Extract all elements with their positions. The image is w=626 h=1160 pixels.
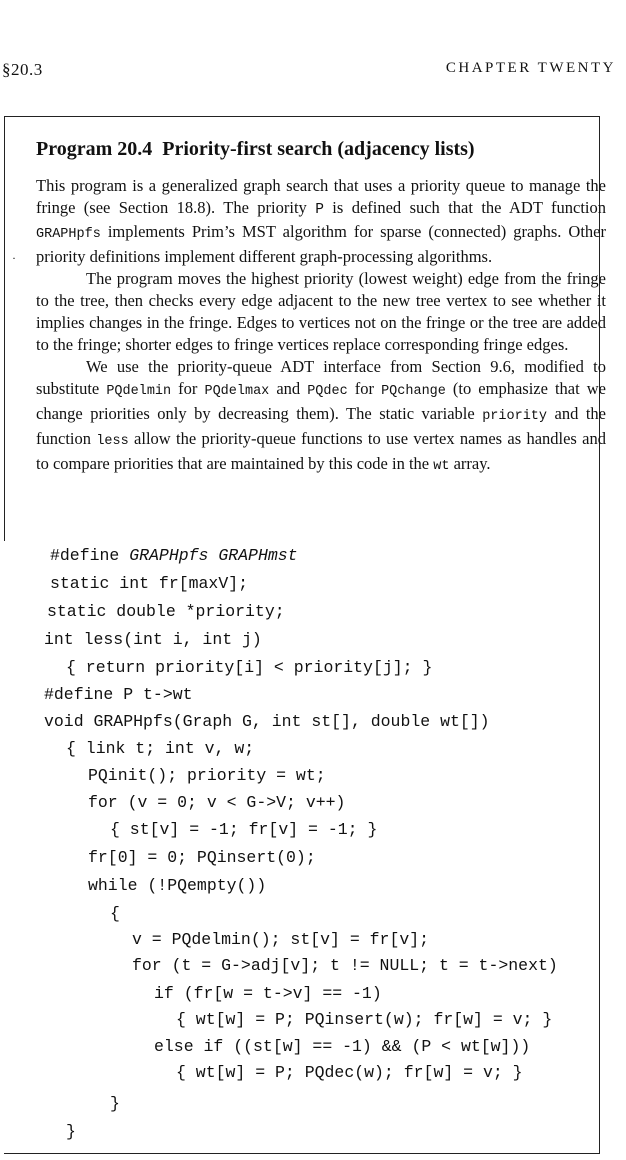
description-paragraph-3: We use the priority-queue ADT interface from Section 9.6, modified to substitute PQdelmin for PQdelmax and PQdec for PQchange (to emphasize that we change priorities only by decreasing them). The static variable priority and the function less allow the priority-queue functions to use vertex names as handles and to compare priorities that are maintained by this code in the wt array.: [36, 357, 607, 474]
code-line-13: while (!PQempty()): [88, 876, 267, 895]
code-line-20: { wt[w] = P; PQdec(w); fr[w] = v; }: [176, 1063, 523, 1082]
code-line-5: { return priority[i] < priority[j]; }: [66, 658, 433, 677]
description-paragraph-2: The program moves the highest priority (lowest weight) edge from the fringe to the tree, then checks every edge adjacent to the new tree vertex to see whether it implies changes in the fringe. Edges to vertices not on the fringe or the tree are added to the fringe; shorter edges to fringe vertices replace corresponding fringe edges.: [36, 269, 606, 354]
code-line-21: }: [110, 1094, 120, 1113]
code-line-9: PQinit(); priority = wt;: [88, 766, 326, 785]
code-line-11: { st[v] = -1; fr[v] = -1; }: [110, 820, 378, 839]
code-line-16: for (t = G->adj[v]; t != NULL; t = t->next): [132, 956, 558, 975]
code-line-18: { wt[w] = P; PQinsert(w); fr[w] = v; }: [176, 1010, 553, 1029]
running-head: [0, 60, 626, 84]
code-line-17: if (fr[w = t->v] == -1): [154, 984, 382, 1003]
code-line-12: fr[0] = 0; PQinsert(0);: [88, 848, 316, 867]
section-number: §20.3: [2, 60, 43, 79]
code-line-1: #define GRAPHpfs GRAPHmst: [50, 546, 298, 565]
program-title: Priority-first search (adjacency lists): [162, 138, 475, 160]
program-heading: [36, 138, 475, 161]
chapter-title: CHAPTER TWENTY: [445, 60, 616, 76]
code-line-2: static int fr[maxV];: [50, 574, 249, 593]
code-line-6: #define P t->wt: [44, 685, 193, 704]
margin-dot: ·: [12, 251, 16, 265]
code-line-8: { link t; int v, w;: [66, 739, 255, 758]
code-line-14: {: [110, 904, 120, 923]
code-line-4: int less(int i, int j): [44, 630, 262, 649]
code-line-3: static double *priority;: [47, 602, 285, 621]
code-line-19: else if ((st[w] == -1) && (P < wt[w])): [154, 1037, 531, 1056]
code-line-7: void GRAPHpfs(Graph G, int st[], double wt[]): [44, 712, 490, 731]
description-paragraph-1: This program is a generalized graph search that uses a priority queue to manage the fringe (see Section 18.8). The priority P is defined such that the ADT function GRAPHpfs implements Prim’s MST algorithm for sparse (connected) graphs. Other priority definitions implement different graph-processing algorithms.: [36, 176, 606, 266]
code-line-10: for (v = 0; v < G->V; v++): [88, 793, 346, 812]
program-description: [36, 175, 606, 478]
code-line-22: }: [66, 1122, 76, 1141]
program-box-left-rule: [4, 116, 5, 541]
program-label: Program 20.4: [36, 138, 153, 160]
code-line-15: v = PQdelmin(); st[v] = fr[v];: [132, 930, 430, 949]
